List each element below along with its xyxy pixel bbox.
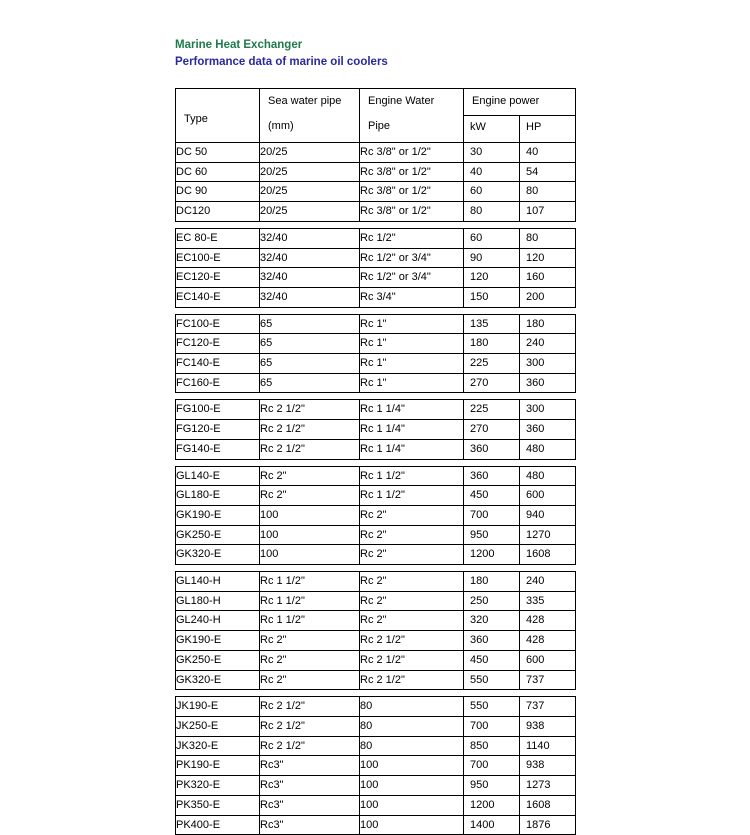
cell-sea-water-pipe: 32/40 [260,248,360,268]
table-row [176,525,576,545]
cell-sea-water-pipe: Rc3" [260,756,360,776]
cell-hp: 80 [520,228,576,248]
cell-hp: 360 [520,420,576,440]
cell-type: FG120-E [176,420,260,440]
cell-hp: 600 [520,486,576,506]
cell-sea-water-pipe: Rc 2" [260,631,360,651]
table-header-row-1 [176,89,576,116]
cell-hp: 938 [520,756,576,776]
cell-hp: 1608 [520,795,576,815]
group-separator [176,565,576,572]
cell-kw: 1200 [464,795,520,815]
group-separator [176,459,576,466]
table-row [176,815,576,835]
cell-hp: 600 [520,650,576,670]
cell-kw: 450 [464,650,520,670]
cell-hp: 940 [520,505,576,525]
cell-kw: 450 [464,486,520,506]
cell-engine-water-pipe: Rc 1/2" or 3/4" [360,248,464,268]
cell-sea-water-pipe: 32/40 [260,287,360,307]
cell-sea-water-pipe: 100 [260,525,360,545]
cell-engine-water-pipe: Rc 3/8" or 1/2" [360,143,464,163]
table-row [176,202,576,222]
table-row [176,228,576,248]
table-row [176,670,576,690]
cell-engine-water-pipe: Rc 1 1/2" [360,466,464,486]
cell-type: FC160-E [176,373,260,393]
table-body [176,143,576,835]
cell-type: GL140-H [176,572,260,592]
cell-kw: 90 [464,248,520,268]
cell-sea-water-pipe: 65 [260,314,360,334]
cell-sea-water-pipe: Rc 2" [260,670,360,690]
table-row [176,287,576,307]
cell-type: FC120-E [176,334,260,354]
cell-hp: 428 [520,611,576,631]
cell-engine-water-pipe: Rc 2 1/2" [360,650,464,670]
cell-type: GK320-E [176,670,260,690]
cell-type: EC140-E [176,287,260,307]
cell-kw: 1200 [464,545,520,565]
cell-engine-water-pipe: Rc 1" [360,334,464,354]
table-row [176,650,576,670]
cell-kw: 270 [464,420,520,440]
cell-sea-water-pipe: Rc 2 1/2" [260,736,360,756]
table-row [176,545,576,565]
column-header-hp: HP [520,116,576,143]
cell-engine-water-pipe: Rc 2" [360,611,464,631]
cell-hp: 54 [520,162,576,182]
cell-engine-water-pipe: Rc 1" [360,314,464,334]
page-subtitle: Performance data of marine oil coolers [175,56,388,68]
cell-engine-water-pipe: Rc 1 1/4" [360,400,464,420]
cell-type: FC140-E [176,354,260,374]
cell-sea-water-pipe: Rc 2" [260,650,360,670]
cell-hp: 160 [520,268,576,288]
table-row [176,354,576,374]
cell-engine-water-pipe: Rc 2 1/2" [360,670,464,690]
cell-type: PK400-E [176,815,260,835]
cell-kw: 150 [464,287,520,307]
table-row [176,756,576,776]
cell-type: DC 60 [176,162,260,182]
cell-kw: 180 [464,334,520,354]
cell-engine-water-pipe: Rc 2 1/2" [360,631,464,651]
table-row [176,716,576,736]
cell-sea-water-pipe: 65 [260,373,360,393]
cell-engine-water-pipe: Rc 1 1/4" [360,439,464,459]
table-row [176,591,576,611]
table-row [176,314,576,334]
cell-type: GL140-E [176,466,260,486]
table-row [176,486,576,506]
cell-kw: 225 [464,400,520,420]
cell-hp: 737 [520,670,576,690]
cell-type: PK320-E [176,776,260,796]
cell-kw: 80 [464,202,520,222]
table-row [176,697,576,717]
cell-kw: 120 [464,268,520,288]
cell-sea-water-pipe: Rc 2" [260,466,360,486]
cell-kw: 700 [464,505,520,525]
cell-engine-water-pipe: 100 [360,756,464,776]
cell-sea-water-pipe: Rc 2 1/2" [260,400,360,420]
table-row [176,631,576,651]
cell-type: FC100-E [176,314,260,334]
table-header [176,89,576,143]
cell-type: GL180-H [176,591,260,611]
cell-kw: 360 [464,439,520,459]
cell-type: PK190-E [176,756,260,776]
table-row [176,611,576,631]
group-separator [176,221,576,228]
table-row [176,143,576,163]
document-headings [175,38,388,70]
cell-engine-water-pipe: 80 [360,736,464,756]
cell-sea-water-pipe: 100 [260,505,360,525]
cell-engine-water-pipe: 80 [360,716,464,736]
page-title: Marine Heat Exchanger [175,39,303,51]
cell-type: GK190-E [176,631,260,651]
table-row [176,572,576,592]
cell-sea-water-pipe: 20/25 [260,202,360,222]
cell-hp: 180 [520,314,576,334]
cell-hp: 1273 [520,776,576,796]
cell-type: FG140-E [176,439,260,459]
cell-hp: 480 [520,439,576,459]
cell-engine-water-pipe: Rc 1 1/4" [360,420,464,440]
cell-type: FG100-E [176,400,260,420]
column-header-type: Type [176,89,260,143]
cell-engine-water-pipe: Rc 1" [360,354,464,374]
cell-kw: 225 [464,354,520,374]
cell-engine-water-pipe: Rc 2" [360,505,464,525]
cell-hp: 200 [520,287,576,307]
cell-kw: 135 [464,314,520,334]
cell-hp: 120 [520,248,576,268]
cell-kw: 250 [464,591,520,611]
cell-hp: 240 [520,572,576,592]
column-header-kw: kW [464,116,520,143]
cell-kw: 550 [464,697,520,717]
cell-hp: 1876 [520,815,576,835]
cell-kw: 180 [464,572,520,592]
table-row [176,248,576,268]
cell-kw: 360 [464,631,520,651]
cell-hp: 480 [520,466,576,486]
cell-sea-water-pipe: Rc 1 1/2" [260,572,360,592]
cell-sea-water-pipe: 20/25 [260,143,360,163]
cell-kw: 60 [464,182,520,202]
table-row [176,736,576,756]
cell-sea-water-pipe: Rc 2" [260,486,360,506]
table-row [176,182,576,202]
table-row [176,268,576,288]
cell-hp: 1608 [520,545,576,565]
cell-sea-water-pipe: Rc 2 1/2" [260,420,360,440]
cell-engine-water-pipe: 100 [360,815,464,835]
cell-hp: 40 [520,143,576,163]
cell-sea-water-pipe: Rc 2 1/2" [260,716,360,736]
table-row [176,466,576,486]
cell-engine-water-pipe: Rc 1" [360,373,464,393]
cell-sea-water-pipe: 32/40 [260,268,360,288]
cell-sea-water-pipe: Rc 2 1/2" [260,697,360,717]
cell-engine-water-pipe: Rc 2" [360,591,464,611]
cell-sea-water-pipe: Rc3" [260,795,360,815]
cell-kw: 270 [464,373,520,393]
cell-sea-water-pipe: 20/25 [260,182,360,202]
cell-type: EC 80-E [176,228,260,248]
cell-engine-water-pipe: Rc 1/2" [360,228,464,248]
cell-type: GK190-E [176,505,260,525]
cell-type: GK250-E [176,650,260,670]
cell-sea-water-pipe: 20/25 [260,162,360,182]
cell-sea-water-pipe: 65 [260,354,360,374]
cell-engine-water-pipe: 80 [360,697,464,717]
cell-type: EC120-E [176,268,260,288]
cell-hp: 1140 [520,736,576,756]
cell-sea-water-pipe: Rc 2 1/2" [260,439,360,459]
cell-type: GL180-E [176,486,260,506]
column-header-engine-power: Engine power [464,89,576,116]
cell-hp: 240 [520,334,576,354]
cell-kw: 30 [464,143,520,163]
cell-engine-water-pipe: Rc 2" [360,545,464,565]
cell-kw: 1400 [464,815,520,835]
cell-kw: 320 [464,611,520,631]
cell-engine-water-pipe: Rc 1/2" or 3/4" [360,268,464,288]
cell-sea-water-pipe: 100 [260,545,360,565]
performance-data-table [175,88,576,835]
cell-hp: 360 [520,373,576,393]
cell-engine-water-pipe: Rc 3/8" or 1/2" [360,202,464,222]
cell-type: JK320-E [176,736,260,756]
cell-hp: 1270 [520,525,576,545]
cell-type: PK350-E [176,795,260,815]
cell-hp: 300 [520,400,576,420]
cell-engine-water-pipe: Rc 3/4" [360,287,464,307]
cell-hp: 335 [520,591,576,611]
group-separator [176,393,576,400]
cell-kw: 60 [464,228,520,248]
cell-kw: 360 [464,466,520,486]
cell-kw: 700 [464,716,520,736]
table-row [176,334,576,354]
cell-sea-water-pipe: 65 [260,334,360,354]
cell-kw: 550 [464,670,520,690]
cell-engine-water-pipe: Rc 2" [360,525,464,545]
table-row [176,776,576,796]
cell-kw: 40 [464,162,520,182]
cell-sea-water-pipe: 32/40 [260,228,360,248]
group-separator [176,307,576,314]
cell-kw: 700 [464,756,520,776]
cell-type: DC120 [176,202,260,222]
cell-engine-water-pipe: 100 [360,795,464,815]
cell-type: GK320-E [176,545,260,565]
cell-hp: 428 [520,631,576,651]
cell-sea-water-pipe: Rc 1 1/2" [260,611,360,631]
cell-sea-water-pipe: Rc3" [260,776,360,796]
cell-kw: 950 [464,525,520,545]
cell-hp: 80 [520,182,576,202]
cell-engine-water-pipe: Rc 3/8" or 1/2" [360,182,464,202]
group-separator [176,690,576,697]
table-row [176,505,576,525]
table-row [176,373,576,393]
cell-kw: 850 [464,736,520,756]
cell-type: JK250-E [176,716,260,736]
cell-type: EC100-E [176,248,260,268]
column-header-engine-water-pipe: Engine Water Pipe [360,89,464,143]
column-header-sea-water-pipe: Sea water pipe (mm) [260,89,360,143]
table-row [176,400,576,420]
cell-type: DC 90 [176,182,260,202]
cell-type: GK250-E [176,525,260,545]
cell-type: DC 50 [176,143,260,163]
cell-engine-water-pipe: Rc 3/8" or 1/2" [360,162,464,182]
cell-engine-water-pipe: Rc 2" [360,572,464,592]
table-row [176,439,576,459]
table-row [176,420,576,440]
cell-type: JK190-E [176,697,260,717]
cell-engine-water-pipe: Rc 1 1/2" [360,486,464,506]
table-row [176,795,576,815]
cell-type: GL240-H [176,611,260,631]
cell-hp: 737 [520,697,576,717]
cell-hp: 107 [520,202,576,222]
cell-engine-water-pipe: 100 [360,776,464,796]
table-row [176,162,576,182]
cell-kw: 950 [464,776,520,796]
cell-sea-water-pipe: Rc 1 1/2" [260,591,360,611]
cell-hp: 938 [520,716,576,736]
cell-hp: 300 [520,354,576,374]
cell-sea-water-pipe: Rc3" [260,815,360,835]
